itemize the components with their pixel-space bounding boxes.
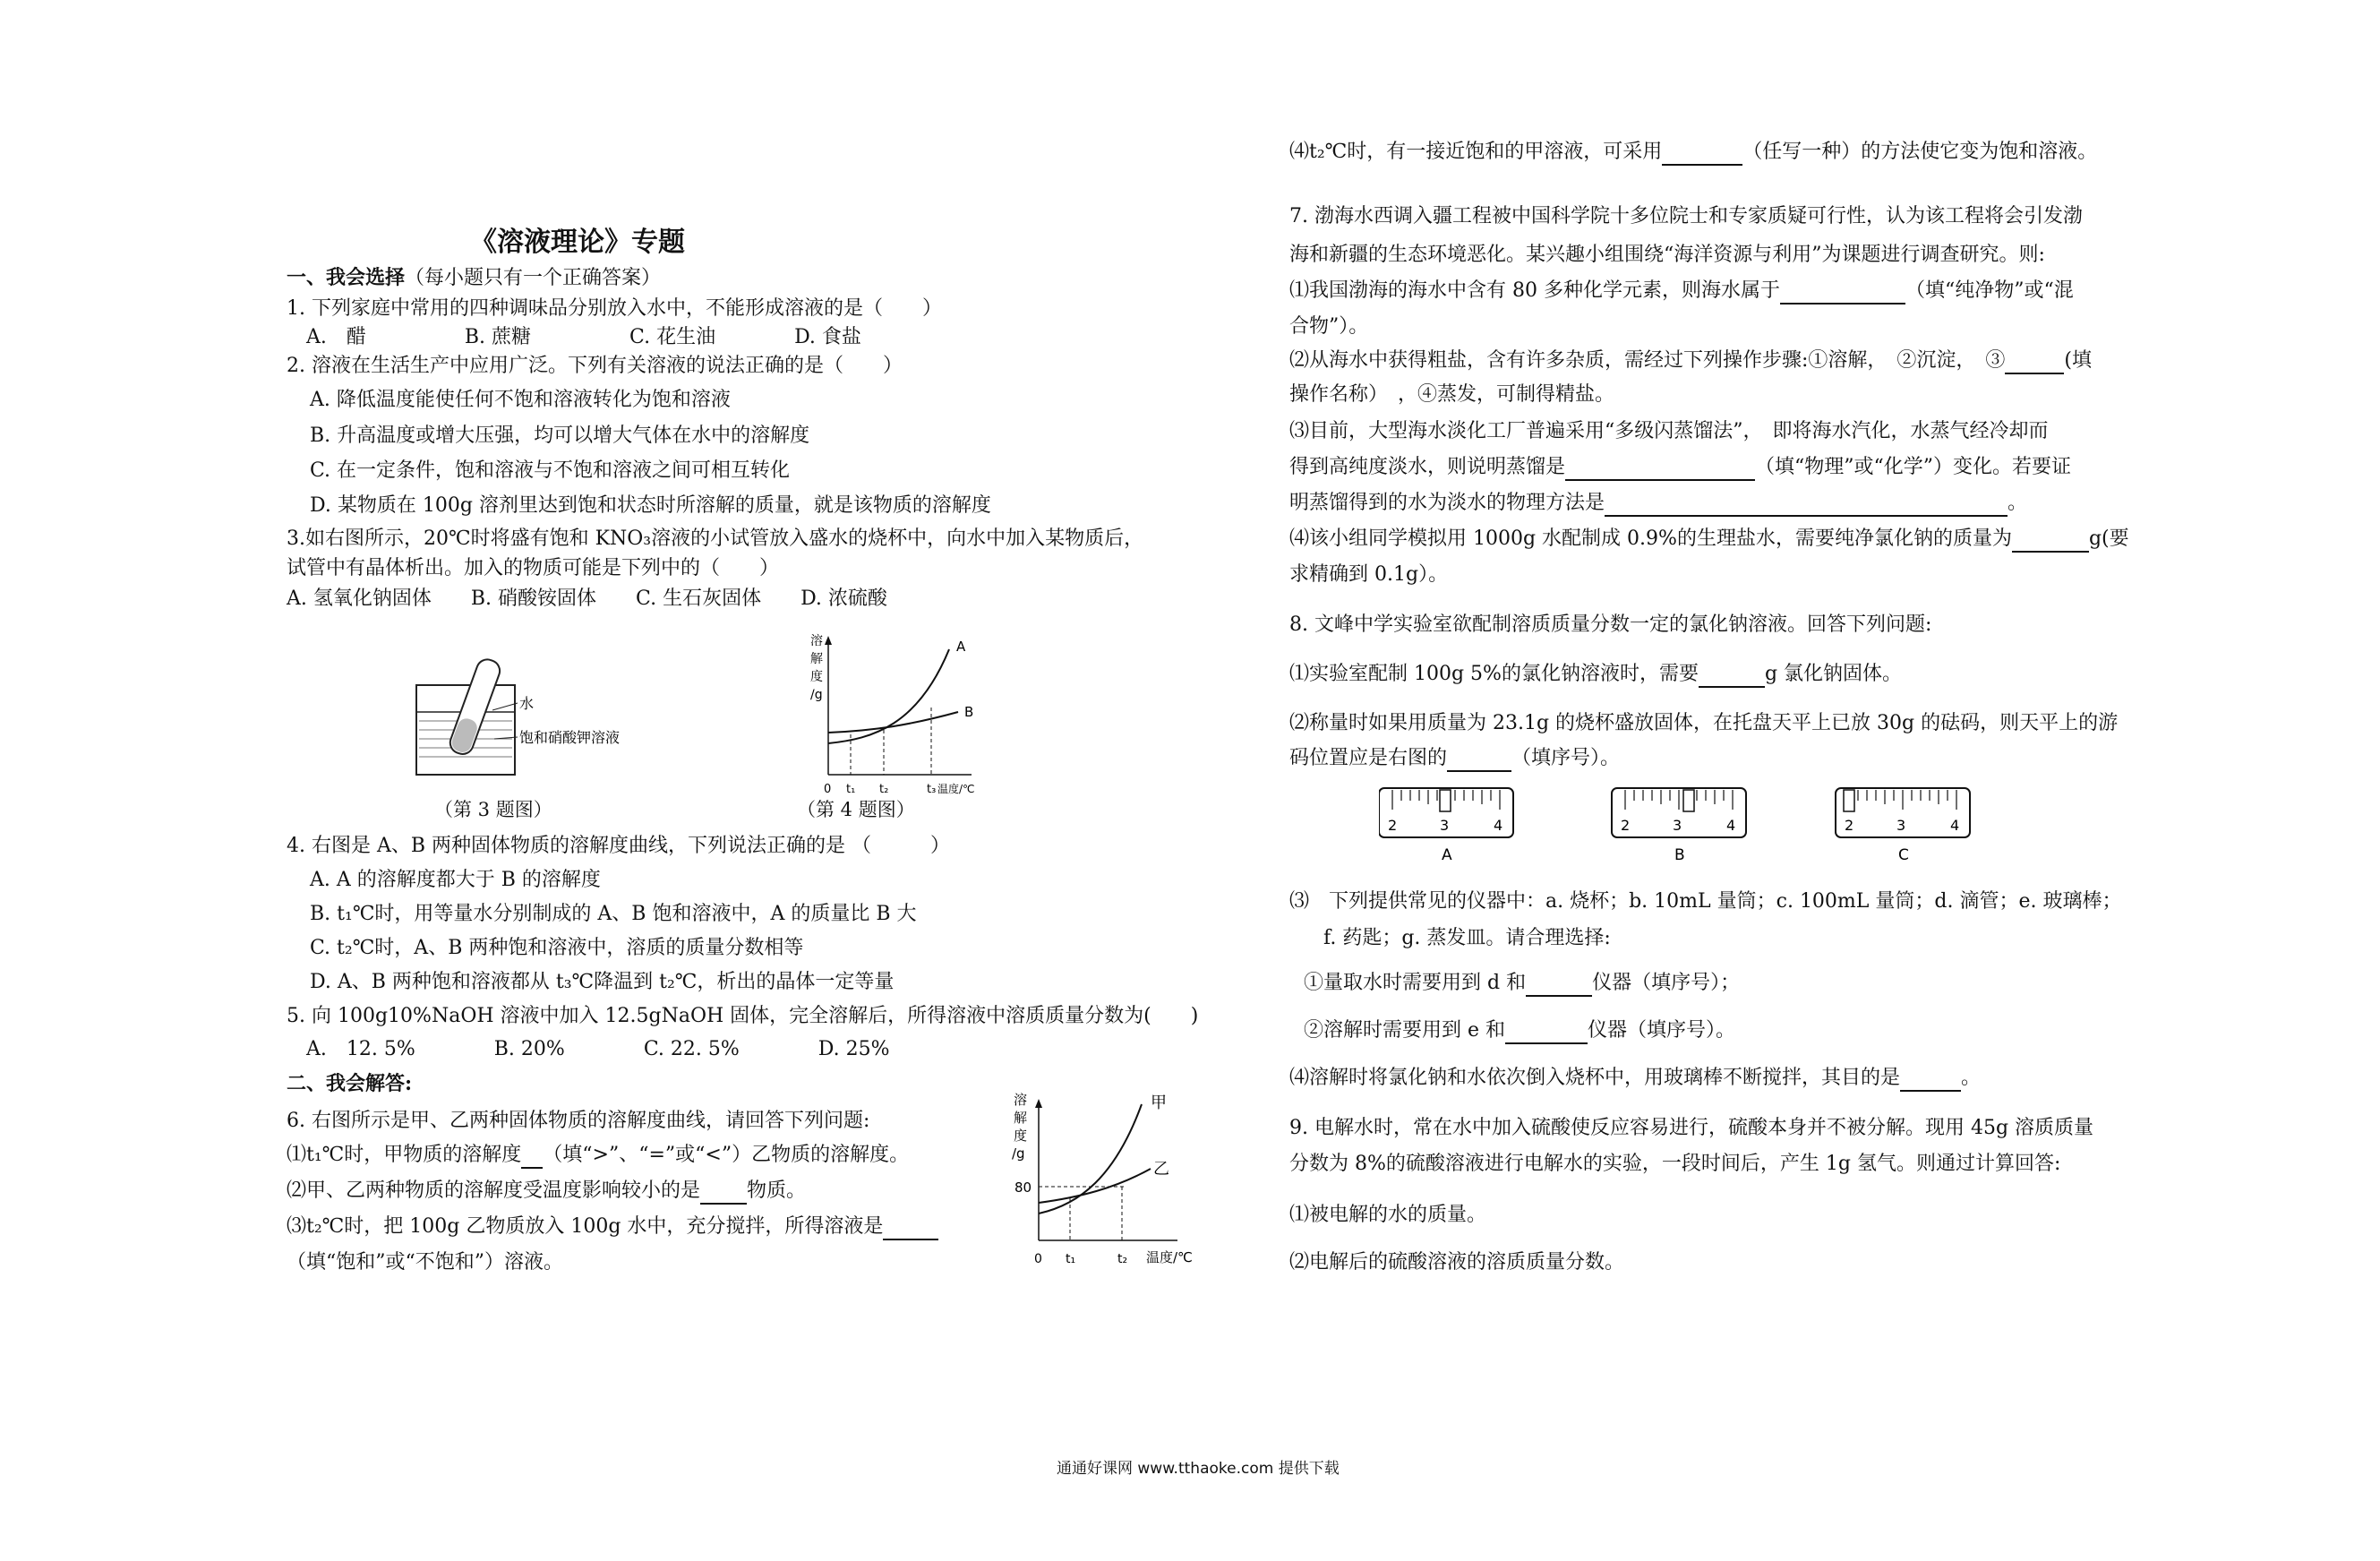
- question-1-options: A. 醋 B. 蔗糖 C. 花生油 D. 食盐: [287, 326, 861, 348]
- footer-credit: 通通好课网 www.tthaoke.com 提供下载: [1057, 1460, 1340, 1478]
- ruler-b-label: B: [1674, 846, 1685, 864]
- question-3-line-2: 试管中有晶体析出。加入的物质可能是下列中的（ ）: [287, 557, 780, 579]
- answer-blank[interactable]: [883, 1219, 938, 1240]
- section-1-heading: 一、我会选择（每小题只有一个正确答案）: [287, 266, 662, 289]
- question-8-part-3d: ②溶解时需要用到 e 和 仪器（填序号）。: [1304, 1017, 1735, 1044]
- answer-blank[interactable]: [1780, 283, 1905, 304]
- question-6: 6. 右图所示是甲、乙两种固体物质的溶解度曲线，请回答下列问题:: [287, 1110, 870, 1132]
- question-4-option-d: D. A、B 两种饱和溶液都从 t₃℃降温到 t₂℃，析出的晶体一定等量: [310, 971, 895, 993]
- answer-blank[interactable]: [1662, 144, 1742, 166]
- question-8-part-4: ⑷溶解时将氯化钠和水依次倒入烧杯中，用玻璃棒不断搅拌，其目的是 。: [1289, 1065, 1981, 1092]
- curve-yi-label: 乙: [1153, 1160, 1169, 1179]
- question-6-part-1: ⑴t₁℃时，甲物质的溶解度 （填“>”、“=”或“<”）乙物质的溶解度。: [287, 1142, 909, 1169]
- svg-text:3: 3: [1673, 817, 1682, 834]
- curve-jia-label: 甲: [1151, 1094, 1167, 1112]
- y-label-1: 溶: [1014, 1092, 1028, 1108]
- question-8: 8. 文峰中学实验室欲配制溶质质量分数一定的氯化钠溶液。回答下列问题:: [1289, 613, 1932, 636]
- ruler-b: [1612, 788, 1746, 864]
- ruler-a: [1379, 788, 1513, 864]
- question-1: 1. 下列家庭中常用的四种调味品分别放入水中，不能形成溶液的是（ ）: [287, 297, 942, 320]
- answer-blank[interactable]: [1605, 495, 2008, 517]
- answer-blank[interactable]: [521, 1147, 543, 1169]
- question-7-part-3b: 得到高纯度淡水，则说明蒸馏是 （填“物理”或“化学”）变化。若要证: [1289, 454, 2071, 481]
- tick-t2: t₂: [879, 783, 889, 796]
- question-2: 2. 溶液在生活生产中应用广泛。下列有关溶液的说法正确的是（ ）: [287, 355, 903, 377]
- question-4-option-b: B. t₁℃时，用等量水分别制成的 A、B 饱和溶液中，A 的质量比 B 大: [310, 903, 917, 925]
- answer-blank[interactable]: [2005, 353, 2064, 374]
- svg-text:3: 3: [1896, 817, 1906, 834]
- question-7-line-2: 海和新疆的生态环境恶化。某兴趣小组围绕“海洋资源与利用”为课题进行调查研究。则:: [1289, 244, 2045, 266]
- question-7-part-2: ⑵从海水中获得粗盐，含有许多杂质，需经过下列操作步骤:①溶解， ②沉淀， ③ (填: [1289, 347, 2092, 374]
- question-7-part-3: ⑶目前，大型海水淡化工厂普遍采用“多级闪蒸馏法”， 即将海水汽化，水蒸气经冷却而: [1289, 420, 2049, 442]
- answer-blank[interactable]: [1447, 750, 1511, 772]
- question-2-option-b: B. 升高温度或增大压强，均可以增大气体在水中的溶解度: [310, 425, 810, 447]
- y-label-2: 解: [810, 652, 823, 666]
- test-tube: [447, 656, 502, 757]
- label-saturated-solution: 饱和硝酸钾溶液: [519, 729, 621, 746]
- figure-4-solubility-chart: [775, 627, 980, 797]
- question-6-part-4: ⑷t₂℃时，有一接近饱和的甲溶液，可采用 （任写一种）的方法使它变为饱和溶液。: [1289, 139, 2097, 166]
- answer-blank[interactable]: [1565, 459, 1755, 481]
- curve-jia: [1039, 1104, 1142, 1214]
- question-3-line-1: 3.如右图所示，20℃时将盛有饱和 KNO₃溶液的小试管放入盛水的烧杯中，向水中加入某物质后，: [287, 527, 1144, 550]
- svg-text:4: 4: [1950, 817, 1960, 834]
- ruler-c-label: C: [1898, 846, 1909, 864]
- question-7-part-4b: 求精确到 0.1g）。: [1289, 563, 1449, 586]
- svg-text:2: 2: [1388, 817, 1398, 834]
- question-9-part-2: ⑵电解后的硫酸溶液的溶质质量分数。: [1289, 1251, 1625, 1274]
- question-4-option-a: A. A 的溶解度都大于 B 的溶解度: [310, 869, 601, 891]
- figure-4-caption: （第 4 题图）: [797, 799, 915, 820]
- question-7-part-1: ⑴我国渤海的海水中含有 80 多种化学元素，则海水属于 （填“纯净物”或“混: [1289, 278, 2074, 304]
- ruler-c: [1836, 788, 1970, 864]
- page-title: 《溶液理论》专题: [470, 227, 685, 258]
- tick-t2: t₂: [1117, 1252, 1128, 1266]
- tick-t3: t₃: [927, 783, 937, 796]
- question-7-part-2b: 操作名称） ，④蒸发，可制得精盐。: [1289, 383, 1615, 406]
- question-6-part-3: ⑶t₂℃时，把 100g 乙物质放入 100g 水中，充分搅拌，所得溶液是: [287, 1214, 938, 1240]
- figure-6-solubility-chart: [980, 1088, 1222, 1267]
- question-8-part-1: ⑴实验室配制 100g 5%的氯化钠溶液时，需要 g 氯化钠固体。: [1289, 661, 1902, 688]
- curve-b-label: B: [964, 704, 974, 720]
- question-5-options: A. 12. 5% B. 20% C. 22. 5% D. 25%: [287, 1038, 890, 1060]
- svg-text:2: 2: [1621, 817, 1631, 834]
- answer-blank[interactable]: [1900, 1070, 1961, 1092]
- question-6-part-3b: （填“饱和”或“不饱和”）溶液。: [287, 1251, 563, 1274]
- label-water: 水: [519, 695, 535, 712]
- question-4-option-c: C. t₂℃时，A、B 两种饱和溶液中，溶质的质量分数相等: [310, 937, 804, 959]
- ruler-a-label: A: [1442, 846, 1452, 864]
- y-label-3: 度: [1014, 1128, 1028, 1144]
- y-label-2: 解: [1014, 1110, 1028, 1126]
- tick-0: 0: [1034, 1252, 1042, 1266]
- figure-3-beaker: [403, 649, 636, 784]
- question-8-part-3b: f. 药匙；g. 蒸发皿。请合理选择:: [1304, 927, 1611, 949]
- tick-t1: t₁: [1066, 1252, 1076, 1266]
- svg-text:4: 4: [1726, 817, 1736, 834]
- curve-a-label: A: [956, 639, 966, 655]
- answer-blank[interactable]: [1526, 975, 1592, 997]
- question-4: 4. 右图是 A、B 两种固体物质的溶解度曲线，下列说法正确的是 （ ）: [287, 835, 951, 857]
- question-2-option-c: C. 在一定条件，饱和溶液与不饱和溶液之间可相互转化: [310, 459, 791, 482]
- water-pointer: [492, 703, 518, 710]
- question-6-part-2: ⑵甲、乙两种物质的溶解度受温度影响较小的是 物质。: [287, 1178, 806, 1205]
- question-7-part-4: ⑷该小组同学模拟用 1000g 水配制成 0.9%的生理盐水，需要纯净氯化钠的质量为 g(要: [1289, 526, 2129, 553]
- y-label-3: 度: [810, 670, 823, 684]
- answer-blank[interactable]: [1505, 1023, 1588, 1044]
- question-7-part-1b: 合物”）。: [1289, 315, 1369, 338]
- answer-blank[interactable]: [700, 1183, 747, 1205]
- svg-text:2: 2: [1845, 817, 1854, 834]
- x-axis-label: 温度/℃: [1146, 1249, 1193, 1265]
- question-3-options: A. 氢氧化钠固体 B. 硝酸铵固体 C. 生石灰固体 D. 浓硫酸: [287, 588, 887, 610]
- question-7-part-3c: 明蒸馏得到的水为淡水的物理方法是 。: [1289, 490, 2027, 517]
- y-label-1: 溶: [810, 634, 823, 648]
- question-5: 5. 向 100g10%NaOH 溶液中加入 12.5gNaOH 固体，完全溶解后，所得溶液中溶质质量分数为( ): [287, 1005, 1199, 1027]
- answer-blank[interactable]: [1699, 666, 1765, 688]
- answer-blank[interactable]: [2012, 531, 2089, 553]
- curve-b: [828, 712, 958, 733]
- question-2-option-a: A. 降低温度能使任何不饱和溶液转化为饱和溶液: [310, 389, 731, 411]
- tick-0: 0: [824, 783, 832, 796]
- question-2-option-d: D. 某物质在 100g 溶剂里达到饱和状态时所溶解的质量，就是该物质的溶解度: [310, 494, 991, 517]
- y-tick-80: 80: [1014, 1179, 1032, 1196]
- question-8-part-3: ⑶ 下列提供常见的仪器中：a. 烧杯；b. 10mL 量筒；c. 100mL 量筒；d. 滴管；e. 玻璃棒；: [1289, 890, 2122, 913]
- question-8-part-3c: ①量取水时需要用到 d 和 仪器（填序号）；: [1304, 970, 1740, 997]
- figure-3-caption: （第 3 题图）: [434, 799, 552, 820]
- section-2-heading: 二、我会解答:: [287, 1072, 413, 1095]
- svg-text:4: 4: [1494, 817, 1503, 834]
- question-9-line-2: 分数为 8%的硫酸溶液进行电解水的实验，一段时间后，产生 1g 氢气。则通过计算回答:: [1289, 1153, 2061, 1175]
- tick-t1: t₁: [846, 783, 856, 796]
- rulers-figure: [1379, 781, 2113, 871]
- y-label-4: /g: [1012, 1145, 1025, 1162]
- question-8-part-2b: 码位置应是右图的 （填序号）。: [1289, 745, 1620, 772]
- question-8-part-2: ⑵称量时如果用质量为 23.1g 的烧杯盛放固体，在托盘天平上已放 30g 的砝码，则天平上的游: [1289, 712, 2119, 734]
- question-9-part-1: ⑴被电解的水的质量。: [1289, 1204, 1487, 1226]
- question-9-line-1: 9. 电解水时，常在水中加入硫酸使反应容易进行，硫酸本身并不被分解。现用 45g 溶质质量: [1289, 1117, 2094, 1139]
- curve-yi: [1039, 1169, 1151, 1203]
- y-label-4: /g: [810, 688, 823, 702]
- question-7-line-1: 7. 渤海水西调入疆工程被中国科学院十多位院士和专家质疑可行性，认为该工程将会引发渤: [1289, 205, 2083, 227]
- svg-text:3: 3: [1440, 817, 1450, 834]
- x-axis-label: 温度/℃: [937, 783, 975, 795]
